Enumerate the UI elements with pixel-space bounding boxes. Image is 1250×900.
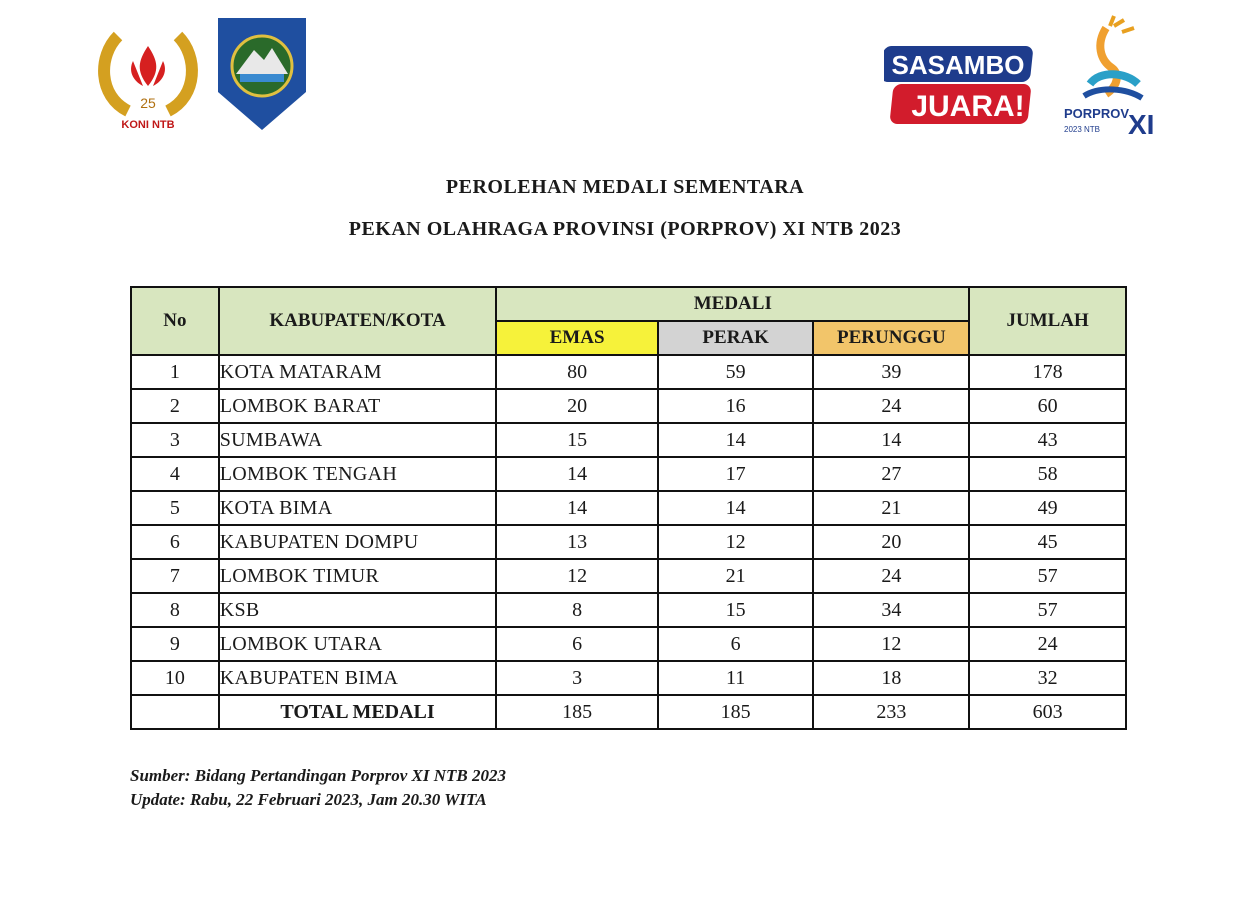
cell-region: LOMBOK TIMUR (219, 559, 497, 593)
cell-perak: 14 (658, 491, 814, 525)
header-perunggu: PERUNGGU (813, 321, 969, 355)
cell-perunggu: 18 (813, 661, 969, 695)
header-region: KABUPATEN/KOTA (219, 287, 497, 355)
cell-region: LOMBOK BARAT (219, 389, 497, 423)
cell-perunggu: 14 (813, 423, 969, 457)
porprov-text: PORPROV (1064, 106, 1130, 121)
cell-emas: 6 (496, 627, 658, 661)
porprov-roman: XI (1128, 109, 1155, 138)
cell-jumlah: 32 (969, 661, 1126, 695)
total-emas: 185 (496, 695, 658, 729)
table-row (131, 355, 1126, 389)
header-no: No (131, 287, 219, 355)
cell-perak: 12 (658, 525, 814, 559)
table-row (131, 423, 1126, 457)
table-row (131, 627, 1126, 661)
cell-perunggu: 34 (813, 593, 969, 627)
cell-perak: 15 (658, 593, 814, 627)
cell-region: KOTA MATARAM (219, 355, 497, 389)
cell-emas: 20 (496, 389, 658, 423)
cell-jumlah: 57 (969, 593, 1126, 627)
porprov-sub: 2023 NTB (1064, 125, 1101, 134)
page-title: PEROLEHAN MEDALI SEMENTARA (445, 176, 805, 198)
cell-jumlah: 60 (969, 389, 1126, 423)
koni-number: 25 (140, 95, 156, 111)
header-emas: EMAS (496, 321, 658, 355)
cell-emas: 8 (496, 593, 658, 627)
ntb-province-emblem (214, 14, 310, 134)
cell-region: SUMBAWA (219, 423, 497, 457)
cell-region: KSB (219, 593, 497, 627)
cell-perak: 16 (658, 389, 814, 423)
table-row (131, 593, 1126, 627)
table-row (131, 559, 1126, 593)
cell-perak: 11 (658, 661, 814, 695)
cell-emas: 80 (496, 355, 658, 389)
cell-no: 7 (131, 559, 219, 593)
cell-region: LOMBOK UTARA (219, 627, 497, 661)
total-empty-cell (131, 695, 219, 729)
cell-jumlah: 49 (969, 491, 1126, 525)
koni-ntb-logo (88, 16, 208, 136)
cell-region: KOTA BIMA (219, 491, 497, 525)
source-note: Sumber: Bidang Pertandingan Porprov XI NTB 2023 (130, 766, 506, 785)
koni-text: KONI NTB (121, 119, 175, 131)
cell-perak: 21 (658, 559, 814, 593)
cell-jumlah: 58 (969, 457, 1126, 491)
cell-jumlah: 43 (969, 423, 1126, 457)
cell-emas: 13 (496, 525, 658, 559)
medal-table (130, 286, 1127, 730)
cell-no: 2 (131, 389, 219, 423)
cell-perak: 14 (658, 423, 814, 457)
cell-perunggu: 39 (813, 355, 969, 389)
table-row (131, 457, 1126, 491)
header-jumlah: JUMLAH (969, 287, 1126, 355)
page-subtitle: PEKAN OLAHRAGA PROVINSI (PORPROV) XI NTB 2023 (348, 218, 902, 240)
cell-jumlah: 178 (969, 355, 1126, 389)
porprov-xi-logo (1060, 14, 1164, 138)
cell-perak: 17 (658, 457, 814, 491)
total-perak: 185 (658, 695, 814, 729)
table-row (131, 389, 1126, 423)
table-row (131, 661, 1126, 695)
cell-no: 3 (131, 423, 219, 457)
cell-no: 10 (131, 661, 219, 695)
cell-perunggu: 24 (813, 559, 969, 593)
total-perunggu: 233 (813, 695, 969, 729)
cell-perak: 59 (658, 355, 814, 389)
cell-emas: 3 (496, 661, 658, 695)
update-note: Update: Rabu, 22 Februari 2023, Jam 20.30 WITA (130, 790, 487, 809)
cell-emas: 15 (496, 423, 658, 457)
cell-emas: 14 (496, 457, 658, 491)
cell-region: KABUPATEN DOMPU (219, 525, 497, 559)
cell-jumlah: 57 (969, 559, 1126, 593)
cell-jumlah: 45 (969, 525, 1126, 559)
header-medali: MEDALI (496, 287, 969, 321)
sasambo-juara-logo (884, 42, 1044, 128)
table-row (131, 525, 1126, 559)
cell-no: 5 (131, 491, 219, 525)
cell-no: 4 (131, 457, 219, 491)
total-jumlah: 603 (969, 695, 1126, 729)
table-row (131, 491, 1126, 525)
cell-perunggu: 12 (813, 627, 969, 661)
cell-perunggu: 24 (813, 389, 969, 423)
cell-perak: 6 (658, 627, 814, 661)
cell-no: 1 (131, 355, 219, 389)
cell-no: 6 (131, 525, 219, 559)
cell-no: 9 (131, 627, 219, 661)
cell-emas: 12 (496, 559, 658, 593)
cell-perunggu: 21 (813, 491, 969, 525)
cell-region: KABUPATEN BIMA (219, 661, 497, 695)
total-row (131, 695, 1126, 729)
cell-perunggu: 20 (813, 525, 969, 559)
cell-region: LOMBOK TENGAH (219, 457, 497, 491)
sasambo-line2: JUARA! (911, 90, 1025, 123)
cell-no: 8 (131, 593, 219, 627)
total-label: TOTAL MEDALI (219, 695, 497, 729)
cell-jumlah: 24 (969, 627, 1126, 661)
header-perak: PERAK (658, 321, 814, 355)
cell-perunggu: 27 (813, 457, 969, 491)
sasambo-line1: SASAMBO (891, 50, 1025, 80)
cell-emas: 14 (496, 491, 658, 525)
